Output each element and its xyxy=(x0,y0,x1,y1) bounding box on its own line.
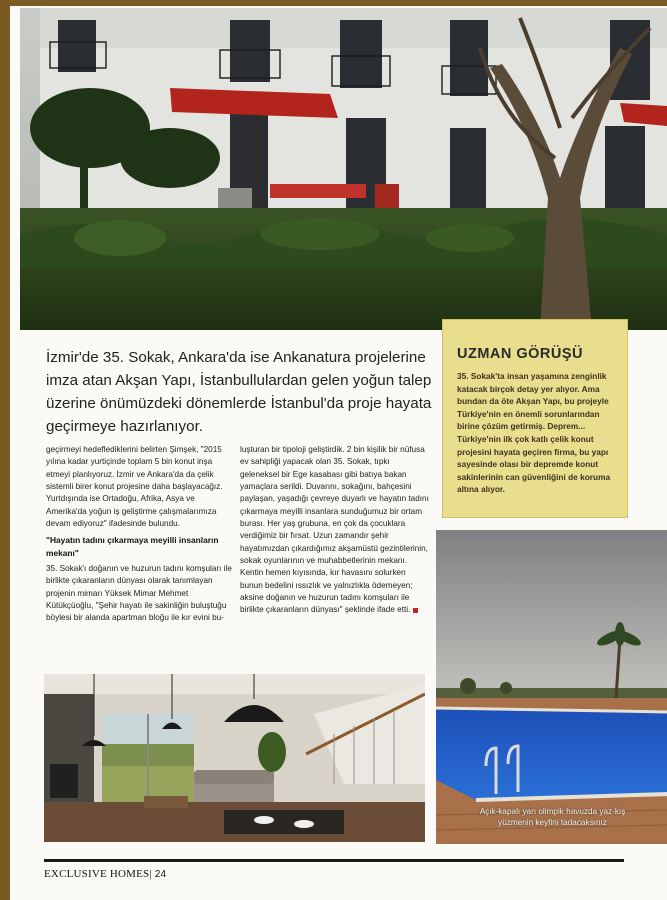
hero-photo-graphic xyxy=(20,8,667,330)
expert-opinion-body: 35. Sokak'ta insan yaşamına zenginlik katacak birçok detay yer alıyor. Ama bundan da öte Akşan Yapı, bu projeyle Türkiye'nin en önemli sorunlarından birine çözüm getirmiş. Deprem... Türkiye'nin ilk çok katlı çelik konut projesini hayata geçiren firma, bu yapı sayesinde olası bir depremde konut sakinlerinin can güvenliğini de koruma altına alıyor. xyxy=(457,371,611,495)
pool-caption-line-1: Açık-kapalı yarı olimpik havuzda yaz-kış xyxy=(479,807,626,816)
hero-photo-building-garden xyxy=(20,8,667,330)
page-number: 24 xyxy=(154,869,167,880)
column-1-paragraph-1: geçirmeyi hedeflediklerini belirten Şimşek, "2015 yılına kadar yurtiçinde toplam 5 bin konut inşa etmeyi planlıyoruz. İzmir ve Ankara'da da çelik sistemli birer konut projesine daha başlayacağız. Yurtdışında ise Ortadoğu, Afrika, Asya ve Amerika'da yoğun iş geliştirme çalışmalarımıza devam ediyoruz" ifadesinde bulundu. xyxy=(46,445,223,529)
pool-caption-line-2: yüzmenin keyfini tadacaksınız xyxy=(498,818,607,827)
article-column-2 xyxy=(240,444,430,621)
end-of-article-mark xyxy=(413,608,418,613)
footer-rule xyxy=(44,859,624,862)
lead-paragraph: İzmir'de 35. Sokak, Ankara'da ise Ankanatura projelerine imza atan Akşan Yapı, İstanbullulardan gelen yoğun talep üzerine önümüzdeki dönemlerde İstanbul'da proje hayata geçirmeye hazırlanıyor. xyxy=(46,349,432,435)
magazine-name: EXCLUSIVE HOMES xyxy=(44,868,150,880)
pool-photo-graphic xyxy=(436,530,667,844)
column-1-subheading: "Hayatın tadını çıkarmaya meyilli insanların mekanı" xyxy=(46,535,219,558)
column-2-text: luşturan bir tipoloji geliştirdik. 2 bin kişilik bir nüfusa ev sahipliği yapacak olan 35. Sokak, tıpkı geleneksel bir Ege kasabası gibi batıya bakan yamaçlara serildi. Duvarını, sokağını, bahçesini paylaşan, yaşadığı çevreye duyarlı ve hayatın tadını çıkarmaya meyilli insanlara sunduğumuz bir ortam burası. Her yaş grubuna, en çok da çocuklara verdiğimiz bir fırsat. Uzun zamandır şehir hayatımızdan çıkardığımız akşamüstü gezintilerinin, sokak oyunlarının ve muhabbetlerinin mekanı. Kentin hemen kıyısında, kır havasını solurken bunun bedelini ıssızlık ve yalnızlıkla ödemeyen; aksine doğanın ve huzurun tadını komşuları ile birlikte çıkaranların dünyası" şeklinde ifade etti. xyxy=(240,445,429,615)
interior-photo-graphic xyxy=(44,674,425,842)
column-1-paragraph-2: 35. Sokak'ı doğanın ve huzurun tadını komşuları ile birlikte çıkaranların dünyası olarak tanımlayan projenin mimarı Yüksek Mimar Mehmet Kütükçüoğlu, "Şehir hayatı ile sakinliğin buluştuğu böylesi bir alanda apartman bloğu ile kır evini bu- xyxy=(46,564,232,623)
expert-opinion-title: UZMAN GÖRÜŞÜ xyxy=(457,346,584,362)
pool-photo-caption xyxy=(436,806,667,828)
expert-opinion-box xyxy=(442,319,628,518)
column-2-paragraph-1 xyxy=(240,444,430,617)
article-column-1 xyxy=(46,444,236,629)
magazine-page xyxy=(10,6,667,900)
page-footer xyxy=(44,868,166,880)
interior-living-room-photo xyxy=(44,674,425,842)
footer-separator: | xyxy=(149,868,152,880)
pool-photo xyxy=(436,530,667,844)
